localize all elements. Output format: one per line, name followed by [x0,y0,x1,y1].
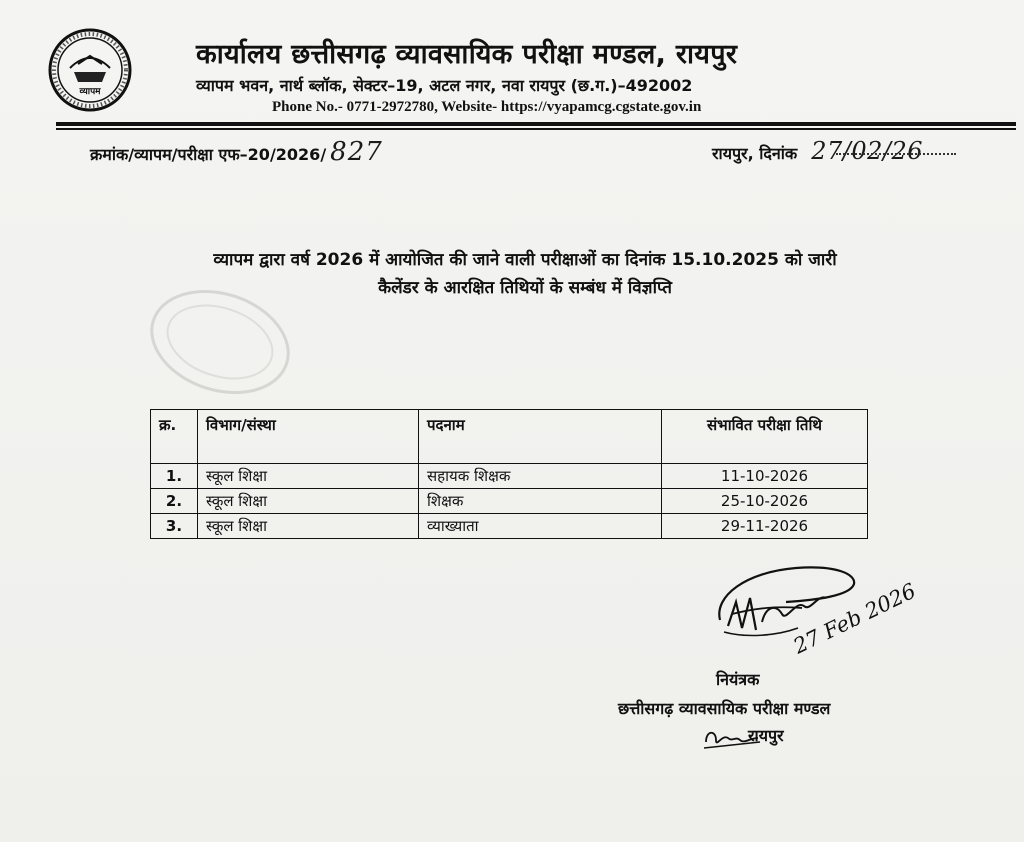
office-title: कार्यालय छत्तीसगढ़ व्यावसायिक परीक्षा मण्डल, रायपुर [196,39,738,70]
handwritten-date: 27/02/26 [811,137,923,165]
notice-line-2: कैलेंडर के आरक्षित तिथियों के सम्बंध में विज्ञप्ति [378,278,672,298]
row-exam-date: 25-10-2026 [662,489,868,514]
office-address: व्यापम भवन, नार्थ ब्लॉक, सेक्टर–19, अटल नगर, नवा रायपुर (छ.ग.)–492002 [196,76,693,95]
table-row [151,464,868,489]
row-department: स्कूल शिक्षा [198,464,419,489]
svg-text:व्यापम: व्यापम [79,87,101,97]
row-post: शिक्षक [419,489,662,514]
header-rule-thin [56,128,1016,130]
faint-stamp-mark [140,284,300,404]
signatory-organization: छत्तीसगढ़ व्यावसायिक परीक्षा मण्डल [618,699,831,718]
row-exam-date: 11-10-2026 [662,464,868,489]
row-post: व्याख्याता [419,514,662,539]
header-serial: क्र. [151,410,198,464]
signatory-city: रायपुर [748,726,784,745]
exam-calendar-table [150,409,868,539]
reference-number [90,137,383,167]
row-serial: 3. [151,514,198,539]
signatory-designation: नियंत्रक [716,670,760,689]
date-dotted-line [836,153,956,155]
header-post: पदनाम [419,410,662,464]
header-department: विभाग/संस्था [198,410,419,464]
table-row [151,514,868,539]
row-exam-date: 29-11-2026 [662,514,868,539]
vyapam-logo-icon [48,28,132,112]
row-department: स्कूल शिक्षा [198,514,419,539]
table-row [151,489,868,514]
place-date [712,137,923,165]
row-serial: 2. [151,489,198,514]
row-department: स्कूल शिक्षा [198,489,419,514]
row-serial: 1. [151,464,198,489]
notice-line-1: व्यापम द्वारा वर्ष 2026 में आयोजित की जाने वाली परीक्षाओं का दिनांक 15.10.2025 को जारी [213,250,837,270]
controller-signature [706,556,920,668]
signature-handwritten-date: 27 Feb 2026 [789,578,920,659]
reference-handwritten-number: 827 [330,137,383,167]
place-date-label: रायपुर, दिनांक [712,144,798,163]
table-header-row [151,410,868,464]
header-exam-date: संभावित परीक्षा तिथि [662,410,868,464]
notice-heading [110,246,940,302]
office-contact: Phone No.- 0771-2972780, Website- https://vyapamcg.cgstate.gov.in [272,99,702,115]
reference-prefix: क्रमांक/व्यापम/परीक्षा एफ–20/2026/ [90,145,327,164]
header-rule-thick [56,122,1016,126]
row-post: सहायक शिक्षक [419,464,662,489]
